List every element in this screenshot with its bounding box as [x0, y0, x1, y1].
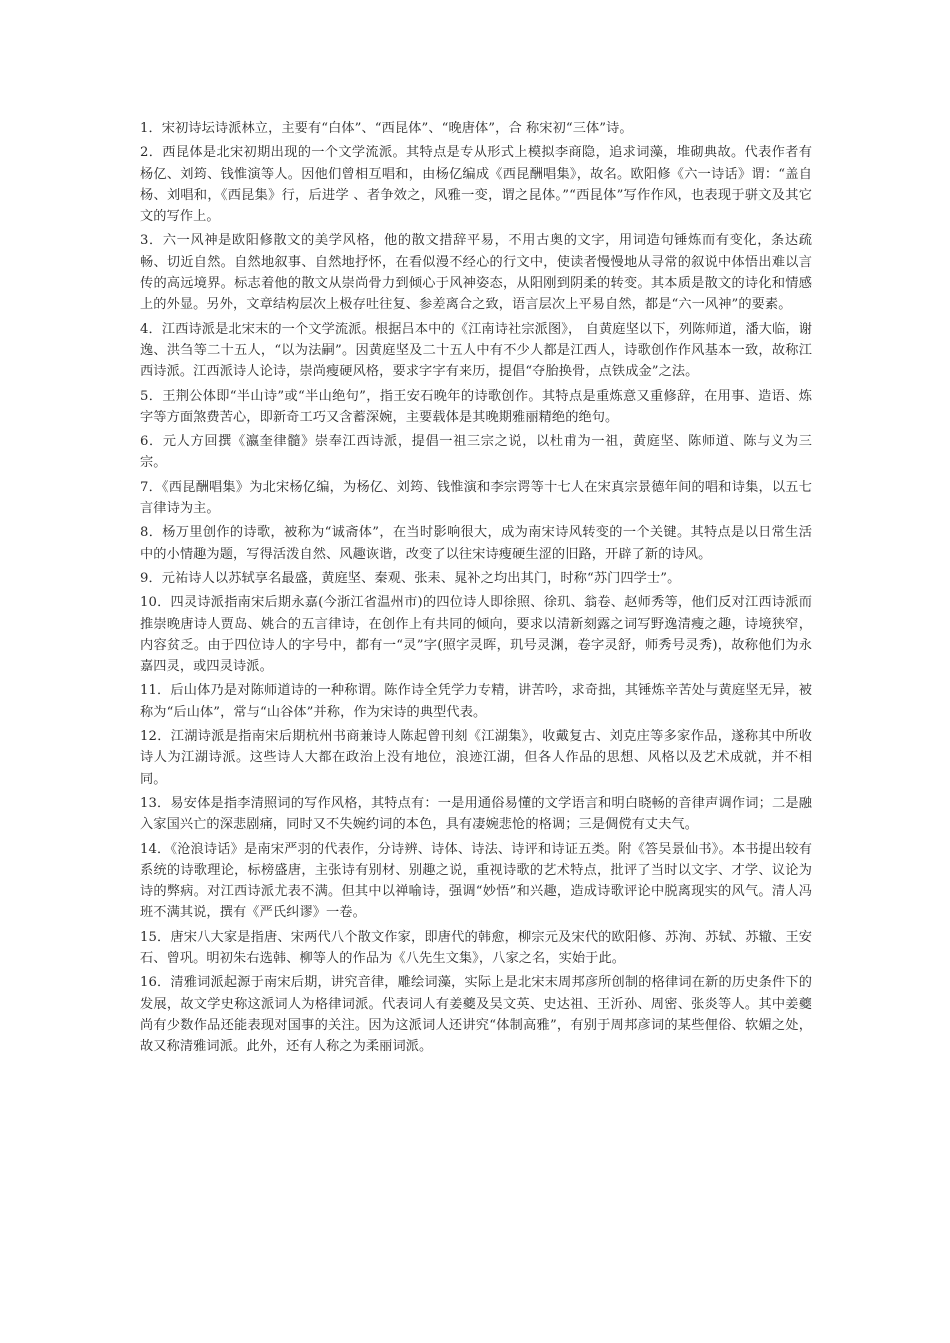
- paragraph-4: 4．江西诗派是北宋末的一个文学流派。根据吕本中的《江南诗社宗派图》， 自黄庭坚以下，列陈师道，潘大临，谢逸、洪刍等二十五人，“以为法嗣”。因黄庭坚及二十五人中有不少人都是江西人，诗歌创作作风基本一致，故称江西诗派。江西派诗人论诗，崇尚瘦硬风格，要求字字有来历，提倡“夺胎换骨，点铁成金”之法。: [140, 321, 812, 380]
- paragraph-1: 1．宋初诗坛诗派林立，主要有“白体”、“西昆体”、“晚唐体”，合 称宋初“三体”诗。: [140, 121, 633, 136]
- paragraph-6: 6．元人方回撰《瀛奎律髓》崇奉江西诗派，提倡一祖三宗之说，以杜甫为一祖，黄庭坚、陈师道、陈与义为三宗。: [140, 434, 812, 471]
- paragraph-12: 12．江湖诗派是指南宋后期杭州书商兼诗人陈起曾刊刻《江湖集》，收戴复古、刘克庄等多家作品，遂称其中所收诗人为江湖诗派。这些诗人大都在政治上没有地位，浪迹江湖，但各人作品的思想、风格以及艺术成就，并不相同。: [140, 729, 812, 787]
- paragraph-16: 16．清雅词派起源于南宋后期，讲究音律，雕绘词藻，实际上是北宋末周邦彦所创制的格律词在新的历史条件下的发展，故文学史称这派词人为格律词派。代表词人有姜夔及吴文英、史达祖、王沂孙、周密、张炎等人。其中姜夔尚有少数作品还能表现对国事的关注。因为这派词人还讲究“体制高雅”，有别于周邦彦词的某些俚俗、软媚之处，故又称清雅词派。此外，还有人称之为柔丽词派。: [140, 975, 812, 1055]
- paragraph-2: 2．西昆体是北宋初期出现的一个文学流派。其特点是专从形式上模拟李商隐，追求词藻，堆砌典故。代表作者有杨亿、刘筠、钱惟演等人。因他们曾相互唱和，由杨亿编成《西昆酬唱集》，故名。欧阳修《六一诗话》谓：“盖自杨、刘唱和，《西昆集》行，后进学 、者争效之，风雅一变，谓之昆体。”“西昆体”写作作风，也表现于骈文及其它文的写作上。: [140, 145, 812, 225]
- document-body: [140, 118, 812, 1060]
- paragraph-10: 10．四灵诗派指南宋后期永嘉(今浙江省温州市)的四位诗人即徐照、徐玑、翁卷、赵师秀等，他们反对江西诗派而推崇晚唐诗人贾岛、姚合的五言律诗，在创作上有共同的倾向，要求以清新刻露之词写野逸清瘦之趣，诗境狭窄，内容贫乏。由于四位诗人的字号中，都有一“灵”字(照字灵晖，玑号灵渊，卷字灵舒，师秀号灵秀)，故称他们为永嘉四灵，或四灵诗派。: [140, 595, 812, 675]
- paragraph-5: 5．王荆公体即“半山诗”或“半山绝句”，指王安石晚年的诗歌创作。其特点是重炼意又重修辞，在用事、造语、炼字等方面煞费苦心，即新奇工巧又含蓄深婉，主要载体是其晚期雅丽精绝的绝句。: [140, 388, 812, 425]
- paragraph-15: 15．唐宋八大家是指唐、宋两代八个散文作家，即唐代的韩愈，柳宗元及宋代的欧阳修、苏洵、苏轼、苏辙、王安石、曾巩。明初朱右选韩、柳等人的作品为《八先生文集》，八家之名，实始于此。: [140, 929, 812, 966]
- paragraph-3: 3．六一风神是欧阳修散文的美学风格，他的散文措辞平易，不用古奥的文字，用词造句锤炼而有变化，条达疏畅、切近自然。自然地叙事、自然地抒怀，在看似漫不经心的行文中，使读者慢慢地从寻常的叙说中体悟出难以言传的高远境界。标志着他的散文从崇尚骨力到倾心于风神姿态，从阳刚到阴柔的转变。其本质是散文的诗化和情感上的外显。另外，文章结构层次上极存吐往复、参差离合之致，语言层次上平易自然，都是“六一风神”的要素。: [140, 233, 812, 313]
- paragraph-9: 9．元祐诗人以苏轼享名最盛，黄庭坚、秦观、张耒、晁补之均出其门，时称“苏门四学士”。: [140, 570, 681, 586]
- paragraph-11: 11．后山体乃是对陈师道诗的一种称谓。陈作诗全凭学力专精，讲苦吟，求奇拙，其锤炼辛苦处与黄庭坚无异，被称为“后山体”，常与“山谷体”并称，作为宋诗的典型代表。: [140, 683, 812, 720]
- paragraph-14: 14．《沧浪诗话》是南宋严羽的代表作，分诗辨、诗体、诗法、诗评和诗证五类。附《答吴景仙书》。本书提出较有系统的诗歌理论，标榜盛唐，主张诗有别材、别趣之说，重视诗歌的艺术特点，批评了当时以文字、才学、议论为诗的弊病。对江西诗派尤表不满。但其中以禅喻诗，强调“妙悟”和兴趣，造成诗歌评论中脱离现实的风气。清人冯班不满其说，撰有《严氏纠谬》一卷。: [140, 841, 812, 921]
- paragraph-8: 8．杨万里创作的诗歌，被称为“诚斋体”，在当时影响很大，成为南宋诗风转变的一个关键。其特点是以日常生活中的小情趣为题，写得活泼自然、风趣诙谐，改变了以往宋诗瘦硬生涩的旧路，开辟了新的诗风。: [140, 525, 812, 562]
- paragraph-7: 7．《西昆酬唱集》为北宋杨亿编，为杨亿、刘筠、钱惟演和李宗谔等十七人在宋真宗景德年间的唱和诗集，以五七言律诗为主。: [140, 479, 812, 517]
- paragraph-13: 13．易安体是指李清照词的写作风格，其特点有：一是用通俗易懂的文学语言和明白晓畅的音律声调作词；二是融入家国兴亡的深悲剧痛，同时又不失婉约词的本色，具有凄婉悲怆的格调；三是倜傥有丈夫气。: [140, 795, 812, 833]
